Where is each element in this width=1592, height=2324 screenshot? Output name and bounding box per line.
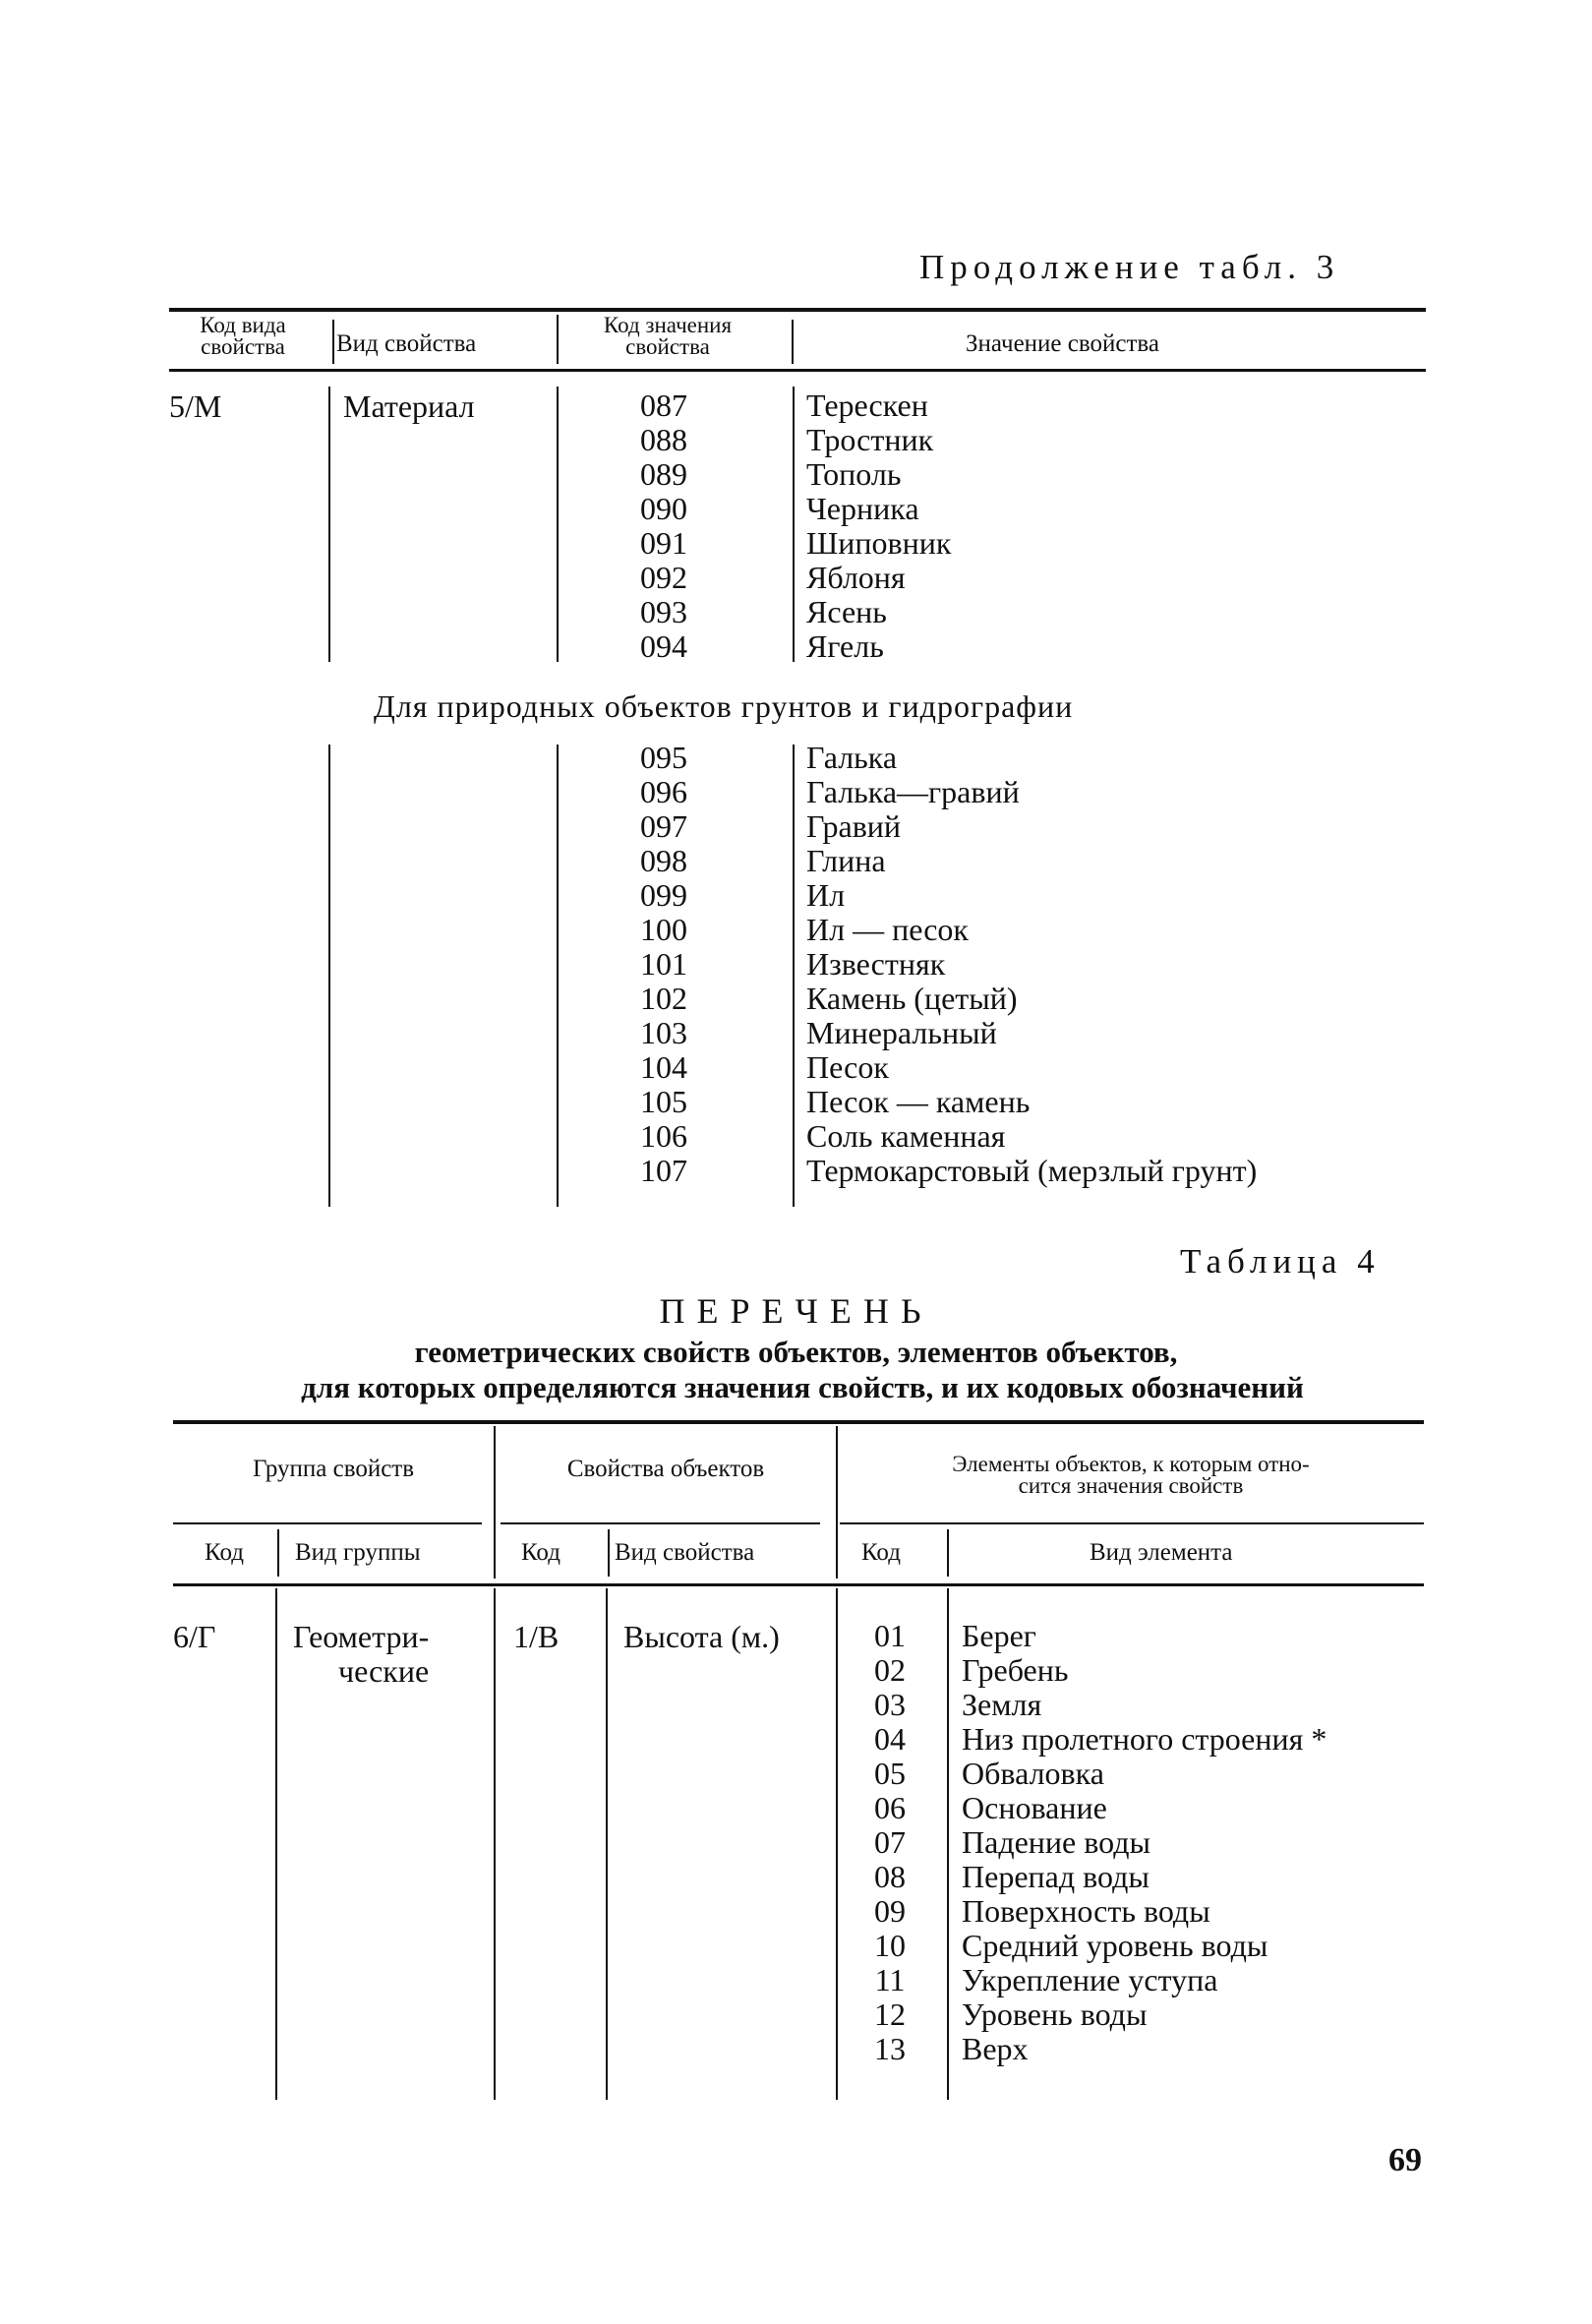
table3-header-kind-code-text: Код вида свойства xyxy=(200,313,286,359)
table4-header-elements-line1: Элементы объектов, к которым отно- xyxy=(952,1452,1310,1476)
table3-code: 091 xyxy=(640,525,687,561)
table4-element-name: Падение воды xyxy=(962,1824,1150,1860)
table3-code: 105 xyxy=(640,1084,687,1119)
table3-value: Песок xyxy=(806,1049,889,1085)
table3-value: Гравий xyxy=(806,808,902,844)
table4-title: ПЕРЕЧЕНЬ xyxy=(659,1291,933,1331)
table4-header-element-kind: Вид элемента xyxy=(1090,1539,1233,1566)
table4-header-divider xyxy=(947,1529,949,1577)
table4-element-name: Земля xyxy=(962,1687,1042,1722)
table4-element-codes xyxy=(855,1619,924,2066)
table4-element-name: Обваловка xyxy=(962,1756,1104,1791)
table4-header-prop-code: Код xyxy=(521,1539,560,1566)
table3-kind-code: 5/М xyxy=(169,388,222,424)
table4-element-code: 01 xyxy=(874,1618,906,1653)
table3-column-rule xyxy=(328,387,330,662)
table3-value: Глина xyxy=(806,843,886,878)
table3-value: Галька—гравий xyxy=(806,774,1020,809)
table4-element-code: 06 xyxy=(874,1790,906,1825)
table4-element-code: 05 xyxy=(874,1756,906,1791)
table4-element-code: 12 xyxy=(874,1996,906,2032)
table4-element-code: 08 xyxy=(874,1859,906,1894)
table3-header-divider xyxy=(557,315,559,364)
table4-header-prop-kind: Вид свойства xyxy=(615,1539,755,1566)
table3-header-value-code xyxy=(557,315,779,358)
table3-value: Шиповник xyxy=(806,525,952,561)
table4-element-name: Основание xyxy=(962,1790,1107,1825)
table4-body-rule xyxy=(173,1583,1424,1586)
table4-top-rule xyxy=(173,1420,1424,1424)
table3-code: 090 xyxy=(640,491,687,526)
table4-label: Таблица 4 xyxy=(1180,1242,1381,1281)
table4-group-code: 6/Г xyxy=(173,1619,216,1654)
table4-group-kind-line2: ческие xyxy=(338,1653,430,1689)
table3-values-b xyxy=(806,741,1257,1188)
table4-group-kind-line1: Геометри- xyxy=(293,1619,430,1654)
table3-code: 093 xyxy=(640,594,687,629)
table4-element-code: 10 xyxy=(874,1928,906,1963)
table3-header-divider xyxy=(792,320,794,364)
table4-header-rule xyxy=(501,1522,820,1524)
table3-subheading: Для природных объектов грунтов и гидрографии xyxy=(374,688,1074,724)
table4-element-name: Уровень воды xyxy=(962,1996,1148,2032)
table4-element-name: Верх xyxy=(962,2031,1029,2066)
table4-element-code: 09 xyxy=(874,1893,906,1929)
table4-column-rule xyxy=(947,1588,949,2100)
table3-value: Яблоня xyxy=(806,560,906,595)
table4-element-code: 13 xyxy=(874,2031,906,2066)
table4-header-rule xyxy=(840,1522,1424,1524)
table3-value: Черника xyxy=(806,491,919,526)
table3-code: 104 xyxy=(640,1049,687,1085)
table3-code: 098 xyxy=(640,843,687,878)
table3-header-value-code-text: Код значения свойства xyxy=(603,313,733,359)
table3-header-divider xyxy=(332,320,334,364)
table3-code: 106 xyxy=(640,1118,687,1154)
table4-header-divider xyxy=(836,1426,838,1579)
table4-element-name: Поверхность воды xyxy=(962,1893,1210,1929)
table4-element-name: Низ пролетного строения * xyxy=(962,1721,1327,1757)
continuation-label: Продолжение табл. 3 xyxy=(919,248,1340,286)
table4-column-rule xyxy=(836,1588,838,2100)
table3-column-rule xyxy=(328,745,330,1207)
table4-header-element-code: Код xyxy=(861,1539,901,1566)
table3-code: 094 xyxy=(640,628,687,664)
table4-header-group: Группа свойств xyxy=(252,1456,415,1482)
table3-value: Известняк xyxy=(806,946,946,982)
table3-value: Ил — песок xyxy=(806,912,969,947)
table3-value: Соль каменная xyxy=(806,1118,1006,1154)
table4-header-group-kind: Вид группы xyxy=(295,1539,421,1566)
table4-element-names xyxy=(962,1619,1327,2066)
table3-value: Термокарстовый (мерзлый грунт) xyxy=(806,1153,1258,1188)
table3-codes-b xyxy=(600,741,728,1188)
table4-subtitle-line1: геометрических свойств объектов, элементов объектов, xyxy=(414,1335,1178,1369)
table3-column-rule xyxy=(557,387,559,662)
table4-element-name: Гребень xyxy=(962,1652,1069,1688)
table3-code: 100 xyxy=(640,912,687,947)
table3-value: Галька xyxy=(806,740,898,775)
table3-kind-name: Материал xyxy=(343,388,475,424)
table3-value: Терескен xyxy=(806,387,928,423)
table3-header-value: Значение свойства xyxy=(966,330,1159,357)
table3-code: 087 xyxy=(640,387,687,423)
table4-element-code: 02 xyxy=(874,1652,906,1688)
table4-element-code: 03 xyxy=(874,1687,906,1722)
page-number: 69 xyxy=(1388,2142,1422,2178)
table3-code: 102 xyxy=(640,981,687,1016)
table3-value: Минеральный xyxy=(806,1015,997,1050)
table3-code: 096 xyxy=(640,774,687,809)
table4-subtitle-line2: для которых определяются значения свойств, и их кодовых обозначений xyxy=(301,1370,1304,1404)
table4-prop-code: 1/В xyxy=(513,1619,560,1654)
table4-header-rule xyxy=(173,1522,482,1524)
table4-header-divider xyxy=(494,1426,496,1579)
table3-value: Камень (цетый) xyxy=(806,981,1018,1016)
table3-header-kind: Вид свойства xyxy=(336,330,477,357)
table3-value: Ягель xyxy=(806,628,884,664)
table3-code: 088 xyxy=(640,422,687,457)
table3-codes-a xyxy=(600,388,728,664)
table4-header-divider xyxy=(277,1529,279,1577)
table4-header-object-props: Свойства объектов xyxy=(566,1456,765,1482)
table3-code: 097 xyxy=(640,808,687,844)
table4-header-elements-line2: сится значения свойств xyxy=(1018,1473,1244,1498)
table4-header-group-code: Код xyxy=(205,1539,244,1566)
table3-value: Тополь xyxy=(806,456,902,492)
table3-code: 095 xyxy=(640,740,687,775)
table3-value: Песок — камень xyxy=(806,1084,1031,1119)
table4-element-name: Укрепление уступа xyxy=(962,1962,1218,1997)
table3-value: Тростник xyxy=(806,422,934,457)
table3-value: Ил xyxy=(806,877,846,913)
table3-code: 092 xyxy=(640,560,687,595)
table3-header-rule xyxy=(169,369,1426,372)
table4-element-code: 07 xyxy=(874,1824,906,1860)
table4-element-name: Берег xyxy=(962,1618,1036,1653)
table4-element-name: Средний уровень воды xyxy=(962,1928,1268,1963)
table3-value: Ясень xyxy=(806,594,887,629)
table4-header-divider xyxy=(608,1529,610,1577)
table3-column-rule xyxy=(793,387,795,662)
table3-column-rule xyxy=(557,745,559,1207)
table4-element-code: 04 xyxy=(874,1721,906,1757)
table3-top-rule xyxy=(169,308,1426,312)
table4-element-name: Перепад воды xyxy=(962,1859,1150,1894)
table4-column-rule xyxy=(275,1588,277,2100)
table3-code: 089 xyxy=(640,456,687,492)
table3-values-a xyxy=(806,388,951,664)
table4-element-code: 11 xyxy=(874,1962,906,1997)
table3-code: 103 xyxy=(640,1015,687,1050)
table3-code: 107 xyxy=(640,1153,687,1188)
table3-column-rule xyxy=(793,745,795,1207)
table4-column-rule xyxy=(494,1588,496,2100)
table4-prop-kind: Высота (м.) xyxy=(623,1619,780,1654)
table3-header-kind-code xyxy=(169,315,317,358)
table3-code: 099 xyxy=(640,877,687,913)
table3-code: 101 xyxy=(640,946,687,982)
table4-column-rule xyxy=(606,1588,608,2100)
